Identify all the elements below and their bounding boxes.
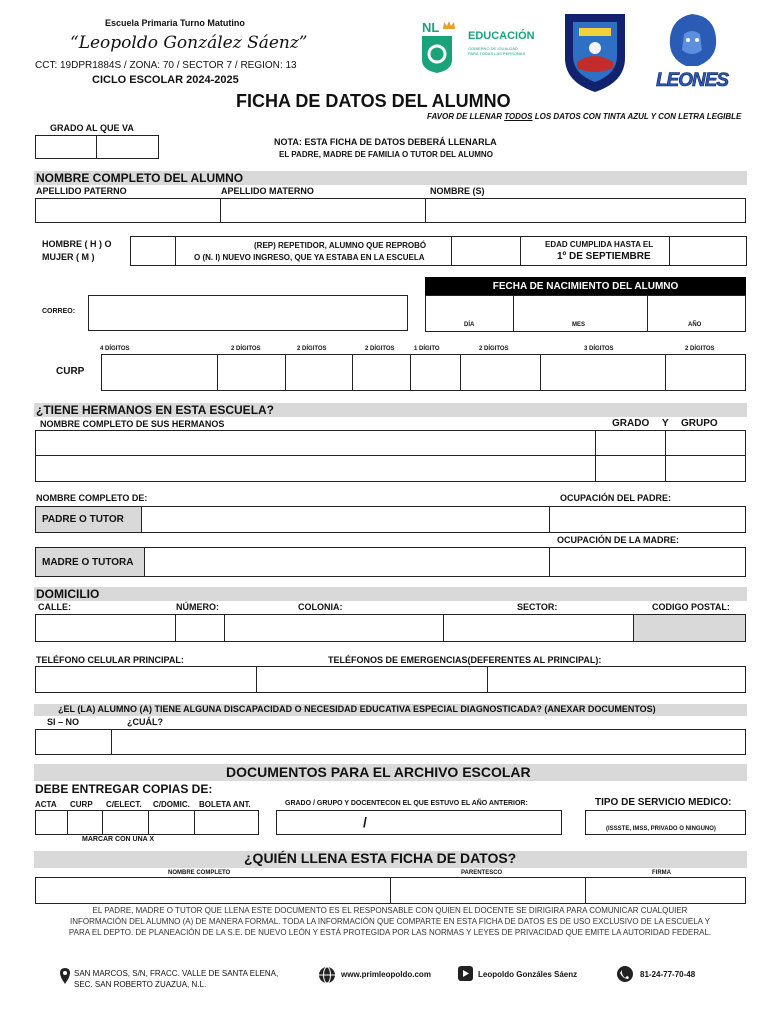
sector-label: SECTOR: bbox=[517, 602, 558, 612]
doc-curp-checkbox[interactable] bbox=[67, 810, 103, 835]
who-relation-label: PARENTESCO bbox=[461, 870, 503, 876]
doc-boleta-label: BOLETA ANT. bbox=[199, 800, 251, 809]
birth-title: FECHA DE NACIMIENTO DEL ALUMNO bbox=[425, 277, 746, 296]
school-title: “Leopoldo González Sáenz” bbox=[70, 33, 308, 53]
mother-occupation-label: OCUPACIÓN DE LA MADRE: bbox=[557, 535, 679, 545]
disability-question: ¿EL (LA) ALUMNO (A) TIENE ALGUNA DISCAPACIDAD O NECESIDAD EDUCATIVA ESPECIAL DIAGNOSTICADA? (ANEXAR DOCUMENTOS) bbox=[58, 704, 656, 714]
instruction-text: FAVOR DE LLENAR TODOS LOS DATOS CON TINTA AZUL Y CON LETRA LEGIBLE bbox=[427, 112, 742, 121]
mother-name-input[interactable] bbox=[144, 547, 550, 577]
name-section-title: NOMBRE COMPLETO DEL ALUMNO bbox=[36, 171, 244, 185]
emergency-phone-1-input[interactable] bbox=[256, 666, 488, 693]
location-pin-icon bbox=[59, 967, 71, 985]
gender-label-1: HOMBRE ( H ) O bbox=[42, 239, 112, 249]
who-signature-input[interactable] bbox=[585, 877, 746, 904]
father-occupation-input[interactable] bbox=[549, 506, 746, 533]
education-logo: NL EDUCACIÓN GOBIERNO DE IGUALDAD PARA TODAS LAS PERSONAS bbox=[420, 18, 550, 78]
rep-input[interactable] bbox=[451, 236, 521, 266]
father-label-box: PADRE O TUTOR bbox=[35, 506, 142, 533]
colony-label: COLONIA: bbox=[298, 602, 343, 612]
siblings-y-label: Y bbox=[662, 418, 669, 429]
last-name-2-input[interactable] bbox=[220, 198, 426, 223]
label-first-name: NOMBRE (S) bbox=[430, 186, 485, 196]
rep-label-box: (REP) REPETIDOR, ALUMNO QUE REPROBÓ O (N. I) NUEVO INGRESO, QUE YA ESTABA EN LA ESCUELA bbox=[175, 236, 452, 266]
prev-year-input[interactable]: / bbox=[276, 810, 562, 835]
parents-name-label: NOMBRE COMPLETO DE: bbox=[36, 493, 148, 503]
disability-which-input[interactable] bbox=[111, 729, 746, 755]
siblings-name-label: NOMBRE COMPLETO DE SUS HERMANOS bbox=[40, 419, 225, 429]
doc-celect-label: C/ELECT. bbox=[106, 800, 142, 809]
which-label: ¿CUÁL? bbox=[127, 717, 163, 727]
sibling-1-group-input[interactable] bbox=[665, 430, 746, 456]
number-label: NÚMERO: bbox=[176, 602, 219, 612]
mark-x-label: MARCAR CON UNA X bbox=[82, 836, 155, 843]
form-title: FICHA DE DATOS DEL ALUMNO bbox=[236, 91, 511, 111]
colony-input[interactable] bbox=[224, 614, 444, 642]
phone-icon bbox=[617, 966, 633, 982]
crown-icon bbox=[442, 20, 456, 30]
street-label: CALLE: bbox=[38, 602, 71, 612]
last-name-1-input[interactable] bbox=[35, 198, 221, 223]
address-title: DOMICILIO bbox=[36, 587, 100, 601]
footer-phone[interactable]: 81-24-77-70-48 bbox=[640, 970, 696, 979]
email-label: CORREO: bbox=[42, 308, 76, 315]
grade-input[interactable] bbox=[35, 135, 97, 159]
curp-input-1[interactable] bbox=[101, 354, 218, 391]
curp-input-8[interactable] bbox=[665, 354, 746, 391]
school-cycle: CICLO ESCOLAR 2024-2025 bbox=[92, 74, 239, 86]
curp-group-7: 3 DÍGITOS bbox=[584, 346, 614, 352]
doc-celect-checkbox[interactable] bbox=[102, 810, 149, 835]
sibling-2-group-input[interactable] bbox=[665, 455, 746, 482]
curp-input-7[interactable] bbox=[540, 354, 666, 391]
who-relation-input[interactable] bbox=[390, 877, 586, 904]
doc-curp-label: CURP bbox=[70, 800, 93, 809]
sibling-1-name-input[interactable] bbox=[35, 430, 596, 456]
doc-cdomic-checkbox[interactable] bbox=[148, 810, 195, 835]
address-bar bbox=[34, 587, 747, 601]
footer-social[interactable]: Leopoldo Gonzáles Sáenz bbox=[478, 970, 578, 979]
doc-acta-label: ACTA bbox=[35, 800, 57, 809]
curp-group-6: 2 DÍGITOS bbox=[479, 346, 509, 352]
curp-group-5: 1 DÍGITO bbox=[414, 346, 440, 352]
who-name-input[interactable] bbox=[35, 877, 391, 904]
cct-line: CCT: 19DPR1884S / ZONA: 70 / SECTOR 7 / REGION: 13 bbox=[35, 60, 297, 71]
age-label-box: EDAD CUMPLIDA HASTA EL 1º DE SEPTIEMBRE bbox=[520, 236, 670, 266]
medical-input[interactable]: (ISSSTE, IMSS, PRIVADO O NINGUNO) bbox=[585, 810, 746, 835]
doc-acta-checkbox[interactable] bbox=[35, 810, 68, 835]
curp-group-8: 2 DÍGITOS bbox=[685, 346, 715, 352]
who-signature-label: FIRMA bbox=[652, 870, 671, 876]
siblings-grade-label: GRADO bbox=[612, 418, 650, 429]
email-input[interactable] bbox=[88, 295, 408, 331]
gender-label-2: MUJER ( M ) bbox=[42, 252, 95, 262]
lion-icon bbox=[664, 12, 720, 68]
label-last-name-2: APELLIDO MATERNO bbox=[221, 186, 314, 196]
main-phone-label: TELÉFONO CELULAR PRINCIPAL: bbox=[36, 655, 184, 665]
globe-icon bbox=[318, 966, 336, 984]
age-input[interactable] bbox=[669, 236, 747, 266]
yes-no-label: SI – NO bbox=[47, 717, 80, 727]
zip-input[interactable] bbox=[633, 614, 746, 642]
main-phone-input[interactable] bbox=[35, 666, 257, 693]
disability-yes-no-input[interactable] bbox=[35, 729, 112, 755]
siblings-title: ¿TIENE HERMANOS EN ESTA ESCUELA? bbox=[36, 403, 275, 417]
youtube-icon bbox=[458, 966, 473, 981]
emergency-phone-label: TELÉFONOS DE EMERGENCIAS(DEFERENTES AL PRINCIPAL): bbox=[328, 655, 602, 665]
mother-label-box: MADRE O TUTORA bbox=[35, 547, 145, 577]
sibling-1-grade-input[interactable] bbox=[595, 430, 666, 456]
number-input[interactable] bbox=[175, 614, 225, 642]
disclaimer: EL PADRE, MADRE O TUTOR QUE LLENA ESTE DOCUMENTO ES EL RESPONSABLE CON QUIEN EL DOCENTE SE DIRIGIRA PARA COMUNICAR CUALQUIER INFORMACIÓN DEL ALUMNO (A) DE MANERA FORMAL. TODA LA INFORMACIÓN QUE COMPARTE EN ESTA FICHA DE DATOS ES DE USO EXCLUSIVO DE LA ESCUELA Y PARA EL DEPTO. DE PLANEACIÓN DE LA S.E. DE NUEVO LEÓN Y ESTÁ PROTEGIDA POR LAS NORMAS Y LEYES DE PRIVACIDAD QUE EMITE LA AUTORIDAD FEDERAL. bbox=[68, 906, 712, 937]
sibling-2-grade-input[interactable] bbox=[595, 455, 666, 482]
street-input[interactable] bbox=[35, 614, 176, 642]
school-name: Escuela Primaria Turno Matutino bbox=[105, 18, 245, 28]
sector-input[interactable] bbox=[443, 614, 634, 642]
curp-group-2: 2 DÍGITOS bbox=[231, 346, 261, 352]
gender-input[interactable] bbox=[130, 236, 176, 266]
shield-icon bbox=[420, 34, 454, 74]
curp-input-6[interactable] bbox=[460, 354, 541, 391]
school-emblem-icon bbox=[561, 10, 629, 94]
father-occupation-label: OCUPACIÓN DEL PADRE: bbox=[560, 493, 672, 503]
zip-label: CODIGO POSTAL: bbox=[652, 602, 730, 612]
leones-logo: LEONES bbox=[650, 12, 734, 98]
curp-input-4[interactable] bbox=[352, 354, 411, 391]
footer-web[interactable]: www.primleopoldo.com bbox=[341, 970, 431, 979]
who-title: ¿QUIÉN LLENA ESTA FICHA DE DATOS? bbox=[244, 850, 517, 866]
note-line2: EL PADRE, MADRE DE FAMILIA O TUTOR DEL ALUMNO bbox=[279, 150, 493, 159]
first-name-input[interactable] bbox=[425, 198, 746, 223]
father-name-input[interactable] bbox=[141, 506, 550, 533]
emergency-phone-2-input[interactable] bbox=[487, 666, 746, 693]
curp-label: CURP bbox=[56, 366, 85, 377]
birth-day-input[interactable]: DÍA bbox=[425, 295, 514, 332]
curp-group-1: 4 DÍGITOS bbox=[100, 346, 130, 352]
grade-label: GRADO AL QUE VA bbox=[50, 123, 134, 133]
curp-input-3[interactable] bbox=[285, 354, 353, 391]
curp-group-4: 2 DÍGITOS bbox=[365, 346, 395, 352]
who-name-label: NOMBRE COMPLETO bbox=[168, 870, 231, 876]
doc-cdomic-label: C/DOMIC. bbox=[153, 800, 190, 809]
footer-address: SAN MARCOS, S/N, FRACC. VALLE DE SANTA ELENA, SEC. SAN ROBERTO ZUAZUA, N.L. bbox=[74, 969, 279, 989]
note-line1: NOTA: ESTA FICHA DE DATOS DEBERÁ LLENARLA bbox=[274, 137, 497, 147]
siblings-group-label: GRUPO bbox=[681, 418, 718, 429]
documents-title: DOCUMENTOS PARA EL ARCHIVO ESCOLAR bbox=[226, 764, 531, 780]
curp-input-5[interactable] bbox=[410, 354, 461, 391]
mother-occupation-input[interactable] bbox=[549, 547, 746, 577]
birth-month-input[interactable]: MES bbox=[513, 295, 648, 332]
curp-input-2[interactable] bbox=[217, 354, 286, 391]
prev-year-label: GRADO / GRUPO Y DOCENTECON EL QUE ESTUVO EL AÑO ANTERIOR: bbox=[285, 800, 528, 807]
birth-year-input[interactable]: AÑO bbox=[647, 295, 746, 332]
group-input[interactable] bbox=[96, 135, 159, 159]
medical-title: TIPO DE SERVICIO MEDICO: bbox=[595, 797, 732, 808]
label-last-name-1: APELLIDO PATERNO bbox=[36, 186, 127, 196]
curp-group-3: 2 DÍGITOS bbox=[297, 346, 327, 352]
sibling-2-name-input[interactable] bbox=[35, 455, 596, 482]
copies-label: DEBE ENTREGAR COPIAS DE: bbox=[35, 782, 213, 796]
doc-boleta-checkbox[interactable] bbox=[194, 810, 259, 835]
